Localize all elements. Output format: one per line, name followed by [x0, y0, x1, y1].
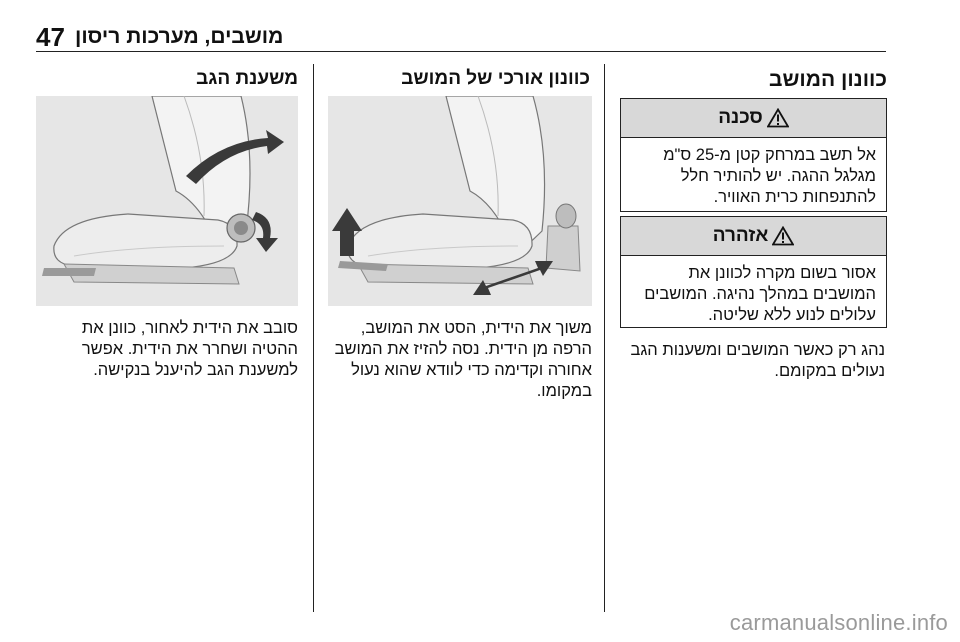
danger-header: [621, 99, 886, 138]
header-rule: [36, 51, 886, 52]
danger-box: [620, 98, 887, 212]
danger-title: סכנה: [718, 107, 763, 128]
warning-triangle-icon: [772, 226, 794, 246]
backrest-text: סובב את הידית לאחור, כוונן את ההטיה ושחרר את הידית. אפשר למשענת הגב להיענל בנקישה.: [81, 319, 298, 379]
warning-header: [621, 217, 886, 256]
seat-adjustment-title: כוונון המושב: [769, 68, 887, 91]
column-divider-right: [604, 64, 605, 612]
warning-triangle-icon: [767, 108, 789, 128]
seat-adjustment-text: נהג רק כאשר המושבים ומשענות הגב נעולים במקומם.: [630, 341, 885, 380]
seat-backrest-illustration: [36, 96, 298, 306]
page-number: 47: [36, 22, 65, 52]
warning-title: אזהרה: [712, 225, 769, 246]
longitudinal-adjustment-text: משוך את הידית, הסט את המושב, הרפה מן הידית. נסה להזיז את המושב אחורה וקדימה כדי לוודא שהוא נעול במקומו.: [334, 319, 592, 400]
danger-text: אל תשב במרחק קטן מ-25 ס"מ מגלגל ההגה. יש להותיר חלל להתנפחות כרית האוויר.: [663, 146, 876, 206]
page-header-title: מושבים, מערכות ריסון: [75, 25, 284, 48]
warning-box: [620, 216, 887, 328]
column-divider-left: [313, 64, 314, 612]
watermark: carmanualsonline.info: [729, 610, 948, 635]
seat-longitudinal-illustration: [328, 96, 592, 306]
longitudinal-adjustment-title: כוונון אורכי של המושב: [401, 68, 590, 89]
backrest-title: משענת הגב: [196, 68, 298, 89]
warning-text: אסור בשום מקרה לכוונן את המושבים במהלך נהיגה. המושבים עלולים לנוע ללא שליטה.: [644, 264, 876, 324]
